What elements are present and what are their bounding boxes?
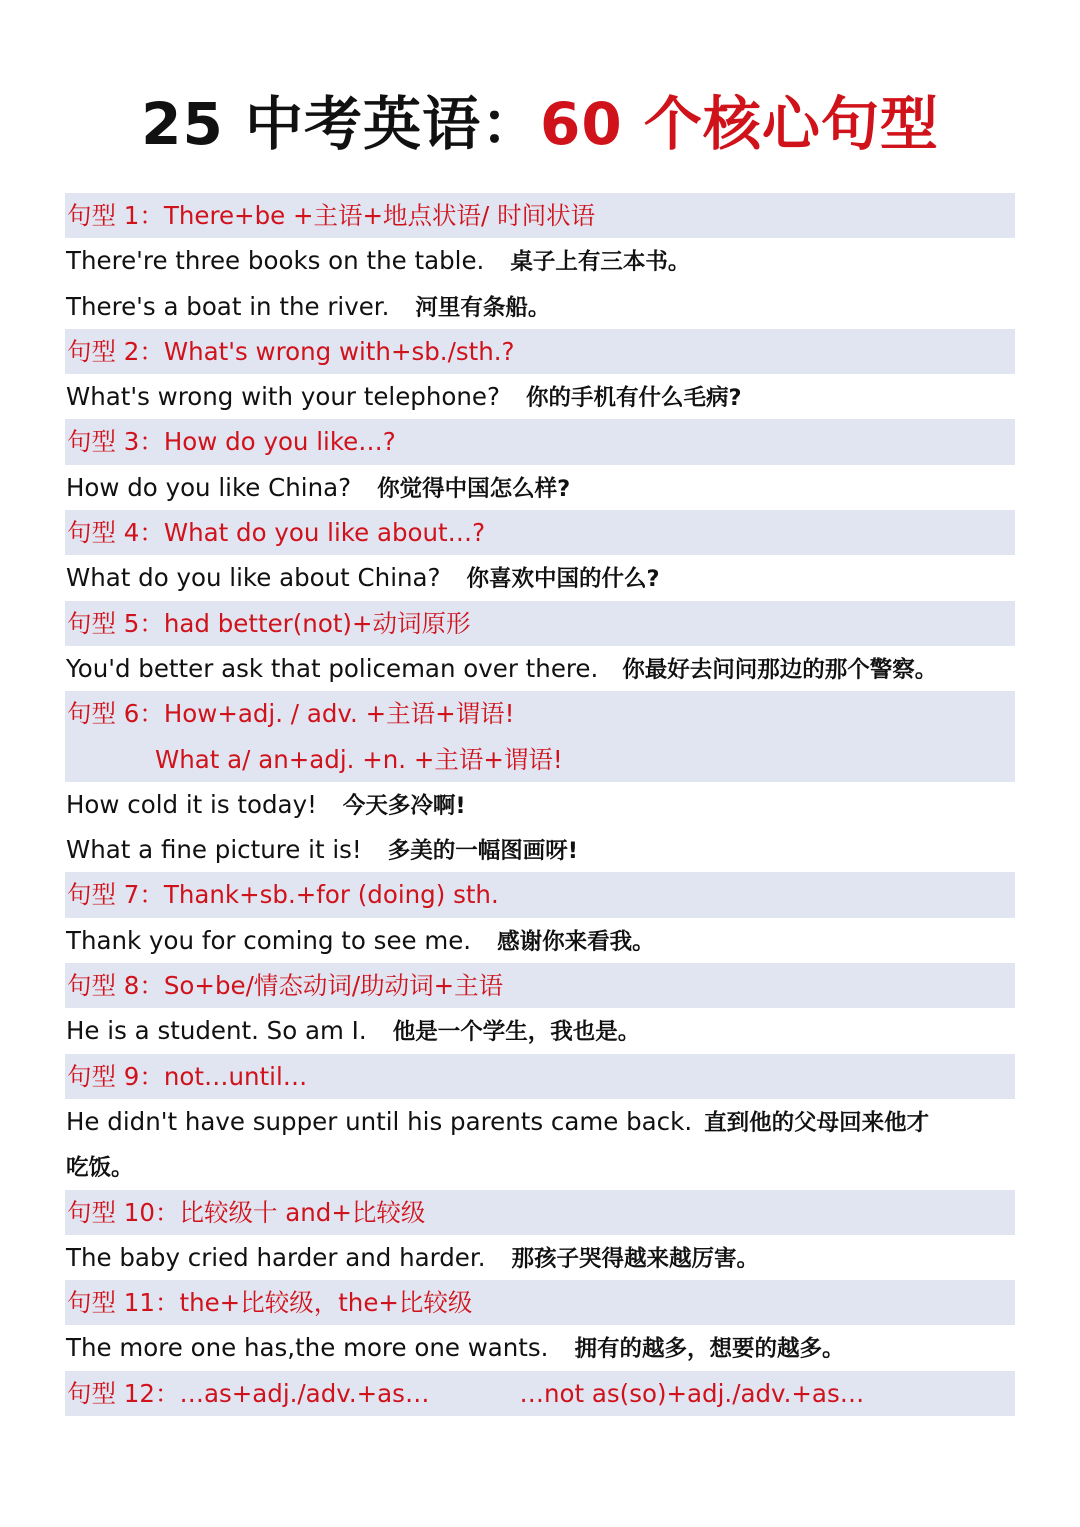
example-chinese: 直到他的父母回来他才 [704, 1109, 930, 1136]
example-chinese: 今天多冷啊! [342, 792, 466, 819]
example-row-continuation [65, 1144, 1015, 1189]
pattern-header-12: 句型 12：…as+adj./adv.+as… …not as(so)+adj./adv.+as… [65, 1371, 1015, 1416]
example-english: The baby cried harder and harder. [66, 1242, 486, 1272]
example-row [65, 918, 1015, 963]
pattern-header-6: 句型 6：How+adj. / adv. +主语+谓语! [65, 691, 1015, 736]
example-english: Thank you for coming to see me. [66, 925, 472, 955]
example-chinese: 你喜欢中国的什么? [466, 566, 660, 593]
example-english: There's a boat in the river. [66, 291, 390, 321]
example-chinese: 桌子上有三本书。 [510, 249, 691, 276]
example-english: You'd better ask that policeman over there. [66, 653, 599, 683]
pattern-header-2: 句型 2：What's wrong with+sb./sth.? [65, 329, 1015, 374]
title-part-1: 25 中考英语： [141, 90, 540, 158]
example-row [65, 238, 1015, 283]
example-row [65, 1099, 1015, 1144]
example-chinese: 你最好去问问那边的那个警察。 [622, 656, 938, 683]
example-row [65, 284, 1015, 329]
pattern-header-11: 句型 11：the+比较级，the+比较级 [65, 1280, 1015, 1325]
example-row [65, 782, 1015, 827]
pattern-header-4: 句型 4：What do you like about…? [65, 510, 1015, 555]
example-english: The more one has,the more one wants. [66, 1333, 549, 1363]
example-chinese: 感谢你来看我。 [497, 928, 655, 955]
title-part-2: 60 个核心句型 [540, 90, 939, 158]
example-english: What a fine picture it is! [66, 835, 362, 865]
example-chinese: 吃饭。 [66, 1155, 134, 1182]
example-row [65, 1325, 1015, 1370]
pattern-header-8: 句型 8：So+be/情态动词/助动词+主语 [65, 963, 1015, 1008]
example-chinese: 多美的一幅图画呀! [387, 838, 579, 865]
example-chinese: 河里有条船。 [415, 294, 551, 321]
example-chinese: 你的手机有什么毛病? [525, 385, 742, 412]
example-chinese: 你觉得中国怎么样? [377, 475, 571, 502]
page-title [0, 84, 1080, 164]
example-chinese: 拥有的越多，想要的越多。 [574, 1336, 845, 1363]
example-chinese: 那孩子哭得越来越厉害。 [511, 1245, 760, 1272]
example-row [65, 374, 1015, 419]
example-english: There're three books on the table. [66, 246, 485, 276]
pattern-header-10: 句型 10：比较级十 and+比较级 [65, 1190, 1015, 1235]
example-english: What do you like about China? [66, 563, 441, 593]
example-english: He didn't have supper until his parents came back. [66, 1106, 693, 1136]
example-row [65, 827, 1015, 872]
example-row [65, 465, 1015, 510]
sentence-pattern-list [65, 193, 1015, 1416]
example-row [65, 1235, 1015, 1280]
example-english: How do you like China? [66, 472, 352, 502]
pattern-header-1: 句型 1：There+be +主语+地点状语/ 时间状语 [65, 193, 1015, 238]
example-row [65, 1008, 1015, 1053]
pattern-header-9: 句型 9：not…until… [65, 1054, 1015, 1099]
pattern-header-5: 句型 5：had better(not)+动词原形 [65, 601, 1015, 646]
pattern-header-3: 句型 3：How do you like…? [65, 419, 1015, 464]
example-row [65, 555, 1015, 600]
example-english: How cold it is today! [66, 789, 317, 819]
pattern-header-6-alt: What a/ an+adj. +n. +主语+谓语! [65, 737, 1015, 782]
example-row [65, 646, 1015, 691]
example-chinese: 他是一个学生，我也是。 [392, 1019, 641, 1046]
example-english: He is a student. So am I. [66, 1016, 367, 1046]
pattern-header-7: 句型 7：Thank+sb.+for (doing) sth. [65, 872, 1015, 917]
pattern-header-12-negative: …not as(so)+adj./adv.+as… [519, 1378, 865, 1408]
example-english: What's wrong with your telephone? [66, 382, 500, 412]
